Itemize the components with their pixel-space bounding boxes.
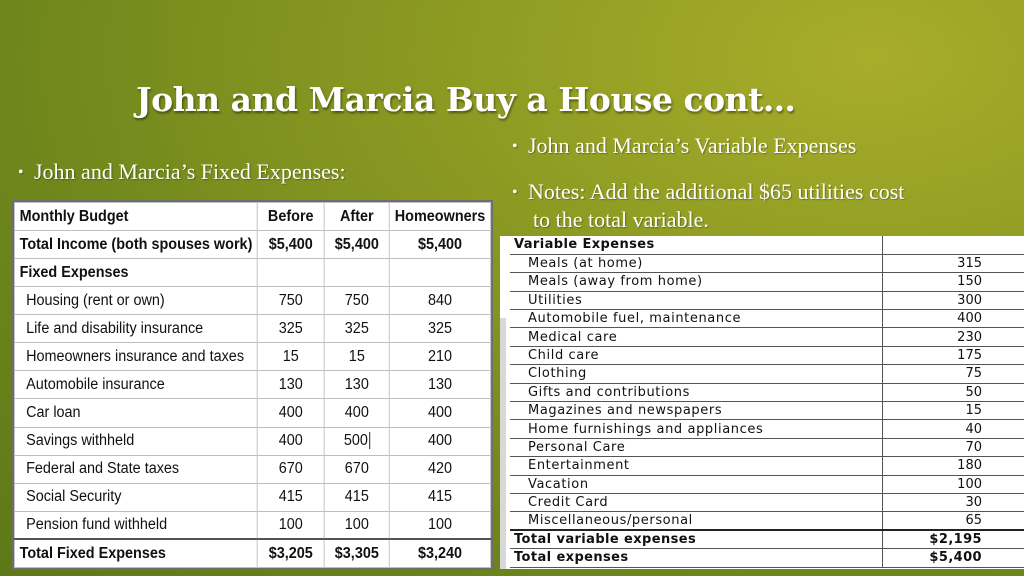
item-label: Credit Card	[510, 493, 882, 511]
item-label: Utilities	[510, 291, 882, 309]
income-label: Total Income (both spouses work)	[14, 231, 257, 259]
row-homeowners: 325	[390, 315, 491, 343]
row-before: 325	[258, 315, 325, 343]
item-value: 400	[882, 310, 1024, 328]
item-label: Magazines and newspapers	[510, 402, 882, 420]
item-value: 175	[882, 346, 1024, 364]
row-before: 100	[258, 511, 325, 539]
total-expenses-row	[510, 549, 1024, 567]
fixed-section-label: Fixed Expenses	[14, 259, 257, 287]
item-label: Meals (away from home)	[510, 273, 882, 291]
item-value: 75	[882, 365, 1024, 383]
item-label: Child care	[510, 346, 882, 364]
table-row	[14, 511, 490, 539]
row-label: Homeowners insurance and taxes	[14, 343, 257, 371]
item-value: 100	[882, 475, 1024, 493]
list-item	[510, 273, 1024, 291]
item-value: 150	[882, 273, 1024, 291]
row-homeowners: 400	[390, 399, 491, 427]
item-label: Entertainment	[510, 457, 882, 475]
bullet-variable-expenses	[512, 132, 856, 160]
row-after: 130	[324, 371, 390, 399]
list-item	[510, 254, 1024, 272]
list-item	[510, 512, 1024, 530]
item-value: 65	[882, 512, 1024, 530]
bullet-dot-icon: •	[512, 138, 518, 155]
list-item	[510, 420, 1024, 438]
row-before: 670	[258, 455, 325, 483]
row-label: Savings withheld	[14, 427, 257, 455]
item-value: 180	[882, 457, 1024, 475]
list-item	[510, 346, 1024, 364]
bullet-fixed-expenses	[18, 158, 346, 186]
total-variable-value: $2,195	[882, 530, 1024, 548]
table-row	[14, 343, 490, 371]
table-row	[14, 427, 490, 455]
variable-expenses-table	[500, 236, 1024, 569]
item-value: 15	[882, 402, 1024, 420]
item-value: 40	[882, 420, 1024, 438]
list-item	[510, 475, 1024, 493]
total-variable-row	[510, 530, 1024, 548]
item-label: Miscellaneous/personal	[510, 512, 882, 530]
bullet-dot-icon: •	[18, 164, 24, 181]
item-value: 70	[882, 438, 1024, 456]
row-after: 670	[324, 455, 390, 483]
row-before: 400	[258, 427, 325, 455]
row-after: 15	[324, 343, 390, 371]
row-label: Social Security	[14, 483, 257, 511]
row-homeowners: 100	[390, 511, 491, 539]
row-before: 415	[258, 483, 325, 511]
item-label: Vacation	[510, 475, 882, 493]
item-label: Meals (at home)	[510, 254, 882, 272]
list-item	[510, 365, 1024, 383]
notes-line-2: to the total variable.	[533, 207, 709, 232]
list-item	[510, 291, 1024, 309]
header-before: Before	[258, 203, 325, 231]
row-label: Pension fund withheld	[14, 511, 257, 539]
row-after: 750	[324, 287, 390, 315]
item-label: Gifts and contributions	[510, 383, 882, 401]
bullet-dot-icon: •	[512, 184, 518, 201]
item-label: Automobile fuel, maintenance	[510, 310, 882, 328]
table-row	[14, 315, 490, 343]
total-variable-label: Total variable expenses	[510, 530, 882, 548]
row-label: Housing (rent or own)	[14, 287, 257, 315]
fixed-expenses-table	[12, 200, 493, 570]
list-item	[510, 328, 1024, 346]
total-before: $3,205	[258, 539, 325, 567]
list-item	[510, 438, 1024, 456]
row-homeowners: 415	[390, 483, 491, 511]
list-item	[510, 457, 1024, 475]
item-label: Clothing	[510, 365, 882, 383]
total-label: Total Fixed Expenses	[14, 539, 257, 567]
row-label: Life and disability insurance	[14, 315, 257, 343]
row-after-cell[interactable]	[324, 427, 390, 455]
item-value: 315	[882, 254, 1024, 272]
header-monthly-budget: Monthly Budget	[14, 203, 257, 231]
row-label: Car loan	[14, 399, 257, 427]
row-after: 100	[324, 511, 390, 539]
table-row	[14, 483, 490, 511]
row-after: 325	[324, 315, 390, 343]
row-after[interactable]: 500	[343, 432, 368, 450]
total-homeowners: $3,240	[390, 539, 491, 567]
fixed-table-header-row	[14, 203, 490, 231]
fixed-total-row	[14, 539, 490, 567]
row-before: 750	[258, 287, 325, 315]
table-row	[14, 399, 490, 427]
row-before: 130	[258, 371, 325, 399]
table-row	[14, 371, 490, 399]
item-label: Home furnishings and appliances	[510, 420, 882, 438]
income-homeowners: $5,400	[390, 231, 491, 259]
list-item	[510, 493, 1024, 511]
item-value: 30	[882, 493, 1024, 511]
variable-header-label: Variable Expenses	[510, 236, 882, 254]
list-item	[510, 310, 1024, 328]
item-value: 50	[882, 383, 1024, 401]
bullet-variable-text: John and Marcia’s Variable Expenses	[528, 133, 857, 158]
row-homeowners: 130	[390, 371, 491, 399]
income-after: $5,400	[324, 231, 390, 259]
row-before: 15	[258, 343, 325, 371]
total-expenses-label: Total expenses	[510, 549, 882, 567]
item-label: Personal Care	[510, 438, 882, 456]
row-after: 415	[324, 483, 390, 511]
row-homeowners: 400	[390, 427, 491, 455]
item-value: 230	[882, 328, 1024, 346]
item-value: 300	[882, 291, 1024, 309]
variable-header-row	[510, 236, 1024, 254]
slide-title: John and Marcia Buy a House cont…	[136, 80, 796, 119]
row-after: 400	[324, 399, 390, 427]
bullet-fixed-text: John and Marcia’s Fixed Expenses:	[34, 159, 346, 184]
row-before: 400	[258, 399, 325, 427]
row-label: Federal and State taxes	[14, 455, 257, 483]
list-item	[510, 383, 1024, 401]
fixed-section-row	[14, 259, 490, 287]
header-after: After	[324, 203, 390, 231]
total-expenses-value: $5,400	[882, 549, 1024, 567]
row-label: Automobile insurance	[14, 371, 257, 399]
table-row	[14, 455, 490, 483]
income-row	[14, 231, 490, 259]
bullet-notes	[512, 178, 1012, 233]
item-label: Medical care	[510, 328, 882, 346]
table-row	[14, 287, 490, 315]
header-homeowners: Homeowners	[390, 203, 491, 231]
list-item	[510, 402, 1024, 420]
row-homeowners: 210	[390, 343, 491, 371]
total-after: $3,305	[324, 539, 390, 567]
notes-line-1: Notes: Add the additional $65 utilities cost	[528, 179, 905, 204]
row-homeowners: 840	[390, 287, 491, 315]
income-before: $5,400	[258, 231, 325, 259]
row-homeowners: 420	[390, 455, 491, 483]
